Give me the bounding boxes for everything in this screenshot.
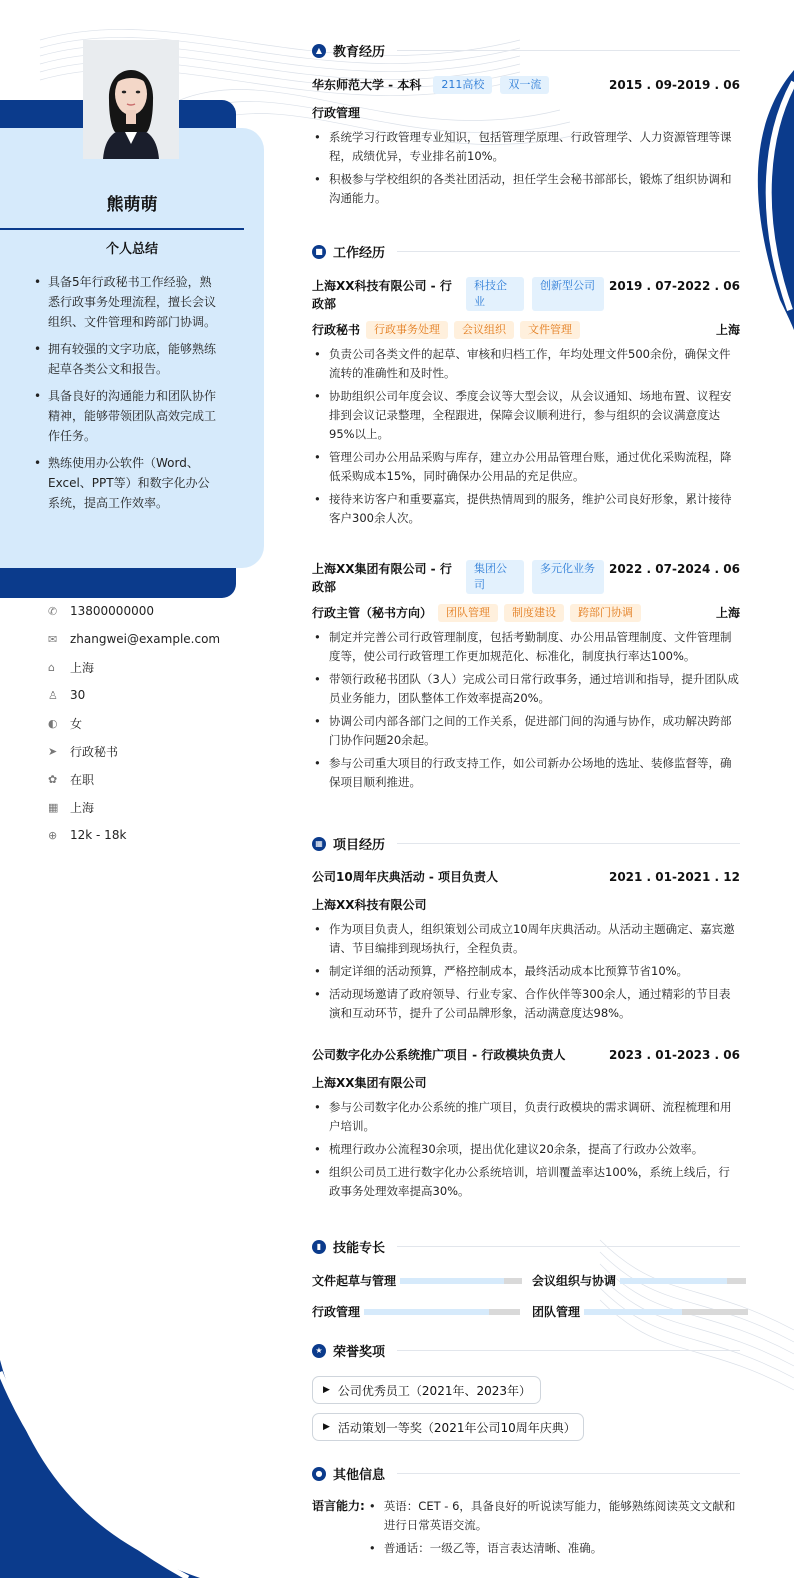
- project-bullets: [312, 1098, 740, 1201]
- summary-list: [48, 272, 218, 520]
- major: 行政管理: [312, 106, 361, 120]
- phone-value: 13800000000: [70, 604, 154, 618]
- award-text: 活动策划一等奖（2021年公司10周年庆典）: [337, 1420, 576, 1435]
- gender-icon: ◐: [48, 716, 58, 730]
- job-date: 2022 . 07-2024 . 06: [608, 562, 740, 576]
- education-header: [312, 41, 740, 60]
- skill-name: 行政管理: [312, 1305, 361, 1319]
- age-icon: ♙: [48, 688, 58, 702]
- skill-name: 文件起草与管理: [312, 1274, 397, 1288]
- project-name: 公司数字化办公系统推广项目 - 行政模块负责人: [312, 1048, 566, 1062]
- project-name: 公司10周年庆典活动 - 项目负责人: [312, 870, 499, 884]
- skill-item: [312, 1303, 520, 1320]
- skill-bar-fill: [400, 1278, 504, 1284]
- divider: [397, 1246, 740, 1247]
- summary-item: • 具备良好的沟通能力和团队协作精神，能够带领团队高效完成工作任务。: [48, 386, 218, 446]
- award-item: [312, 1413, 584, 1441]
- job-entry: [312, 560, 740, 796]
- other-entry: [312, 1497, 740, 1562]
- job-entry: [312, 277, 740, 532]
- list-item: • 协调公司内部各部门之间的工作关系，促进部门间的沟通与协作，成功解决跨部门协作问题20余起。: [312, 712, 740, 750]
- school-tag: 双一流: [500, 76, 549, 94]
- skills-header: [312, 1237, 740, 1256]
- status-value: 在职: [70, 772, 95, 787]
- list-item: • 管理公司办公用品采购与库存，建立办公用品管理台账，通过优化采购流程，降低采购成本15%，同时确保办公用品的充足供应。: [312, 448, 740, 486]
- contact-list: [48, 597, 220, 849]
- language-label: 语言能力:: [312, 1499, 365, 1513]
- list-item: • 梳理行政办公流程30余项，提出优化建议20余条，提高了行政办公效率。: [312, 1140, 740, 1159]
- education-entry: [312, 76, 740, 212]
- project-entry: [312, 868, 740, 1027]
- chart-icon: ▮: [312, 1240, 326, 1254]
- salary-value: 12k - 18k: [70, 828, 127, 842]
- job-bullets: [312, 345, 740, 528]
- briefcase-icon: ■: [312, 245, 326, 259]
- contact-location: [48, 653, 220, 681]
- award-item: [312, 1376, 541, 1404]
- job-role: 行政主管（秘书方向）: [312, 606, 433, 620]
- location-value: 上海: [70, 660, 95, 675]
- skill-name: 会议组织与协调: [532, 1274, 617, 1288]
- project-date: 2023 . 01-2023 . 06: [608, 1048, 740, 1062]
- projects-title: 项目经历: [333, 838, 386, 853]
- list-item: • 协助组织公司年度会议、季度会议等大型会议，从会议通知、场地布置、议程安排到会议记录整理，全程跟进，保障会议顺利进行，参与组织的会议满意度达95%以上。: [312, 387, 740, 444]
- project-date: 2021 . 01-2021 . 12: [608, 870, 740, 884]
- summary-title: 个人总结: [105, 242, 158, 257]
- building-icon: ▦: [48, 800, 59, 814]
- company-tag: 创新型公司: [532, 277, 604, 311]
- divider: [397, 50, 740, 51]
- awards-title: 荣誉奖项: [333, 1345, 386, 1360]
- job-bullets: [312, 628, 740, 792]
- phone-icon: ✆: [48, 604, 58, 618]
- skill-tag: 制度建设: [504, 604, 564, 622]
- divider: [397, 1473, 740, 1474]
- home-icon: ⌂: [48, 660, 55, 674]
- skill-tag: 团队管理: [438, 604, 498, 622]
- company-name: 上海XX科技有限公司 - 行政部: [312, 279, 452, 311]
- list-item: • 作为项目负责人，组织策划公司成立10周年庆典活动。从活动主题确定、嘉宾邀请、节目编排到现场执行，全程负责。: [312, 920, 740, 958]
- contact-salary: [48, 821, 220, 849]
- project-company: 上海XX集团有限公司: [312, 1076, 427, 1090]
- summary-item: • 熟练使用办公软件（Word、Excel、PPT等）和数字化办公系统，提高工作效率。: [48, 453, 218, 513]
- salary-icon: ⊕: [48, 828, 58, 842]
- divider: [397, 1350, 740, 1351]
- company-tag: 多元化业务: [532, 560, 604, 594]
- city-value: 上海: [70, 800, 95, 815]
- list-item: • 参与公司数字化办公系统的推广项目，负责行政模块的需求调研、流程梳理和用户培训。: [312, 1098, 740, 1136]
- award-text: 公司优秀员工（2021年、2023年）: [337, 1383, 532, 1398]
- position-value: 行政秘书: [70, 744, 119, 759]
- list-item: • 普通话：一级乙等，语言表达清晰、准确。: [367, 1539, 737, 1558]
- contact-age: [48, 681, 220, 709]
- skill-tag: 跨部门协调: [570, 604, 641, 622]
- language-bullets: [367, 1497, 737, 1562]
- company-name: 上海XX集团有限公司 - 行政部: [312, 562, 452, 594]
- work-header: [312, 242, 740, 261]
- email-value: zhangwei@example.com: [70, 632, 221, 646]
- graduation-cap-icon: ▲: [312, 44, 326, 58]
- skill-bar-fill: [584, 1309, 682, 1315]
- gender-value: 女: [70, 716, 83, 731]
- list-item: • 制定详细的活动预算，严格控制成本，最终活动成本比预算节省10%。: [312, 962, 740, 981]
- send-icon: ➤: [48, 744, 58, 758]
- school-name: 华东师范大学 - 本科: [312, 78, 422, 92]
- skill-item: [312, 1272, 522, 1289]
- awards-header: [312, 1341, 740, 1360]
- skill-bar: [584, 1309, 748, 1315]
- contact-position: [48, 737, 220, 765]
- list-item: • 参与公司重大项目的行政支持工作，如公司新办公场地的选址、装修监督等，确保项目顺利推进。: [312, 754, 740, 792]
- list-item: • 制定并完善公司行政管理制度，包括考勤制度、办公用品管理制度、文件管理制度等，使公司行政管理工作更加规范化、标准化，制度执行率达100%。: [312, 628, 740, 666]
- job-city: 上海: [715, 606, 740, 620]
- education-date: 2015 . 09-2019 . 06: [608, 78, 740, 92]
- grid-icon: ▦: [312, 837, 326, 851]
- job-date: 2019 . 07-2022 . 06: [608, 279, 740, 293]
- other-title: 其他信息: [333, 1468, 386, 1483]
- name-underline: [0, 228, 244, 230]
- skill-name: 团队管理: [532, 1305, 581, 1319]
- list-item: • 负责公司各类文件的起草、审核和归档工作，年均处理文件500余份，确保文件流转的准确性和及时性。: [312, 345, 740, 383]
- skills-title: 技能专长: [333, 1241, 386, 1256]
- contact-gender: [48, 709, 220, 737]
- person-name: 熊萌萌: [106, 195, 158, 215]
- person-icon: ●: [312, 1467, 326, 1481]
- divider: [397, 843, 740, 844]
- skill-bar: [400, 1278, 522, 1284]
- skill-tag: 会议组织: [454, 321, 514, 339]
- contact-status: [48, 765, 220, 793]
- status-icon: ✿: [48, 772, 58, 786]
- list-item: • 带领行政秘书团队（3人）完成公司日常行政事务，通过培训和指导，提升团队成员业务能力，团队整体工作效率提高20%。: [312, 670, 740, 708]
- work-title: 工作经历: [333, 246, 386, 261]
- job-city: 上海: [715, 323, 740, 337]
- contact-city: [48, 793, 220, 821]
- triangle-right-icon: ▶: [323, 1422, 330, 1432]
- project-bullets: [312, 920, 740, 1023]
- age-value: 30: [70, 688, 86, 702]
- skill-bar-fill: [620, 1278, 727, 1284]
- list-item: • 系统学习行政管理专业知识，包括管理学原理、行政管理学、人力资源管理等课程，成绩优异，专业排名前10%。: [312, 128, 740, 166]
- education-bullets: [312, 128, 740, 208]
- other-header: [312, 1464, 740, 1483]
- divider: [397, 251, 740, 252]
- skill-tag: 文件管理: [520, 321, 580, 339]
- skill-bar: [364, 1309, 520, 1315]
- summary-item: • 拥有较强的文字功底，能够熟练起草各类公文和报告。: [48, 339, 218, 379]
- medal-icon: ★: [312, 1344, 326, 1358]
- list-item: • 组织公司员工进行数字化办公系统培训，培训覆盖率达100%，系统上线后，行政事务处理效率提高30%。: [312, 1163, 740, 1201]
- profile-photo: [83, 40, 179, 159]
- education-title: 教育经历: [333, 45, 386, 60]
- email-icon: ✉: [48, 632, 58, 646]
- school-tag: 211高校: [433, 76, 492, 94]
- job-role: 行政秘书: [312, 323, 361, 337]
- skill-tag: 行政事务处理: [366, 321, 448, 339]
- skill-item: [532, 1303, 748, 1320]
- project-entry: [312, 1046, 740, 1205]
- list-item: • 英语：CET - 6，具备良好的听说读写能力，能够熟练阅读英文文献和进行日常英语交流。: [367, 1497, 737, 1535]
- project-company: 上海XX科技有限公司: [312, 898, 427, 912]
- skill-bar: [620, 1278, 746, 1284]
- skill-item: [532, 1272, 746, 1289]
- company-tag: 集团公司: [466, 560, 524, 594]
- list-item: • 接待来访客户和重要嘉宾，提供热情周到的服务，维护公司良好形象，累计接待客户300余人次。: [312, 490, 740, 528]
- company-tag: 科技企业: [466, 277, 524, 311]
- contact-email: [48, 625, 220, 653]
- triangle-right-icon: ▶: [323, 1385, 330, 1395]
- projects-header: [312, 834, 740, 853]
- contact-phone: [48, 597, 220, 625]
- summary-item: • 具备5年行政秘书工作经验，熟悉行政事务处理流程，擅长会议组织、文件管理和跨部门协调。: [48, 272, 218, 332]
- skill-bar-fill: [364, 1309, 489, 1315]
- list-item: • 积极参与学校组织的各类社团活动，担任学生会秘书部部长，锻炼了组织协调和沟通能力。: [312, 170, 740, 208]
- list-item: • 活动现场邀请了政府领导、行业专家、合作伙伴等300余人，通过精彩的节目表演和互动环节，提升了公司品牌形象，活动满意度达98%。: [312, 985, 740, 1023]
